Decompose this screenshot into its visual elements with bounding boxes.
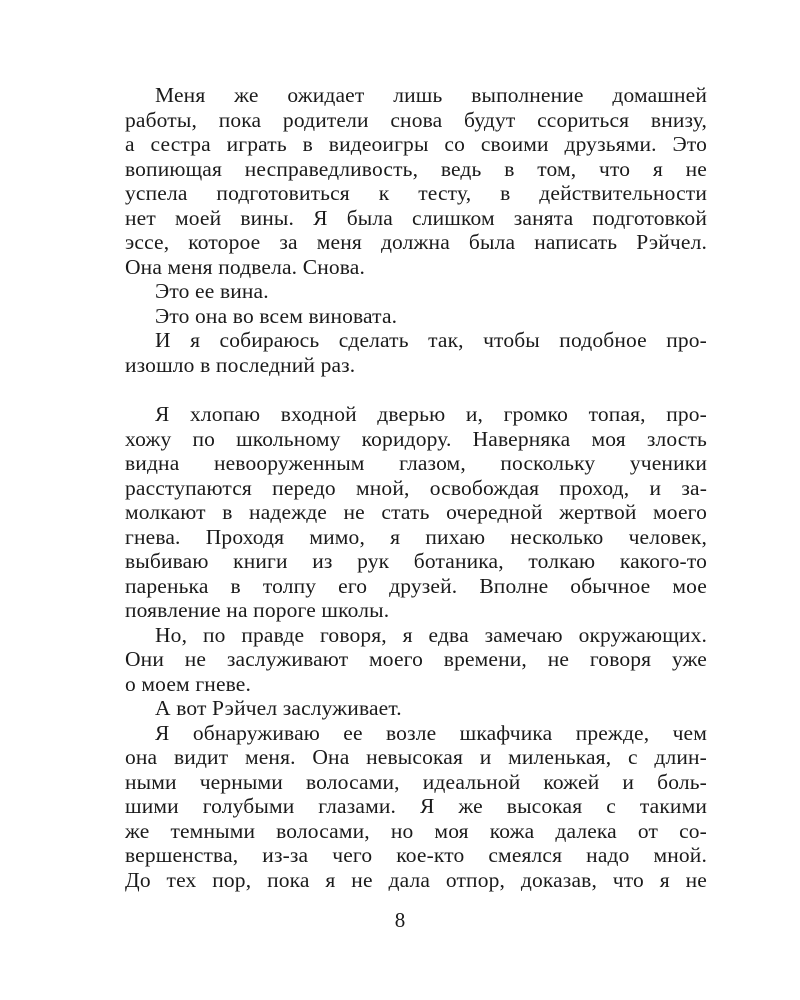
page-number: 8	[394, 908, 406, 932]
text-line: расступаются передо мной, освобождая проход, и за-	[125, 475, 707, 500]
text-line: Она меня подвела. Снова.	[125, 254, 366, 279]
text-line: молкают в надежде не стать очередной жертвой моего	[125, 500, 707, 524]
text-line: Но, по правде говоря, я едва замечаю окружающих.	[155, 622, 707, 647]
text-line: Я обнаруживаю ее возле шкафчика прежде, чем	[155, 720, 707, 745]
text-line: А вот Рэйчел заслуживает.	[155, 696, 402, 720]
text-line: шими голубыми глазами. Я же высокая с такими	[125, 794, 707, 818]
text-line: Это она во всем виновата.	[155, 303, 398, 328]
text-section-1	[125, 83, 707, 377]
text-line: вершенства, из-за чего кое-кто смеялся надо мной.	[125, 843, 707, 867]
text-line: видна невооруженным глазом, поскольку ученики	[125, 451, 707, 475]
text-line: И я собираюсь сделать так, чтобы подобное про-	[155, 328, 707, 352]
text-line: выбиваю книги из рук ботаника, толкаю какого-то	[125, 549, 707, 573]
text-line: гнева. Проходя мимо, я пихаю несколько человек,	[125, 524, 707, 549]
text-line: появление на пороге школы.	[125, 598, 390, 622]
text-line: Они не заслуживают моего времени, не говоря уже	[125, 647, 707, 671]
text-line: эссе, которое за меня должна была написать Рэйчел.	[125, 230, 707, 254]
text-line: изошло в последний раз.	[125, 352, 356, 377]
text-line: нет моей вины. Я была слишком занята подготовкой	[125, 205, 707, 230]
text-line: Меня же ожидает лишь выполнение домашней	[155, 83, 707, 107]
text-section-2	[125, 402, 707, 892]
text-line: она видит меня. Она невысокая и миленькая, с длин-	[125, 745, 707, 769]
text-line: До тех пор, пока я не дала отпор, доказав, что я не	[125, 867, 707, 892]
text-line: о моем гневе.	[125, 671, 252, 696]
text-line: а сестра играть в видеоигры со своими друзьями. Это	[125, 132, 707, 156]
text-line: работы, пока родители снова будут ссориться внизу,	[125, 107, 707, 132]
text-line: ными черными волосами, идеальной кожей и боль-	[125, 769, 707, 794]
text-line: Я хлопаю входной дверью и, громко топая, про-	[155, 402, 707, 426]
text-line: вопиющая несправедливость, ведь в том, что я не	[125, 156, 707, 181]
text-line: хожу по школьному коридору. Наверняка моя злость	[125, 426, 707, 451]
text-line: Это ее вина.	[155, 279, 269, 303]
text-line: же темными волосами, но моя кожа далека от со-	[125, 818, 707, 843]
text-line: паренька в толпу его друзей. Вполне обычное мое	[125, 573, 707, 598]
text-line: успела подготовиться к тесту, в действительности	[125, 181, 707, 205]
